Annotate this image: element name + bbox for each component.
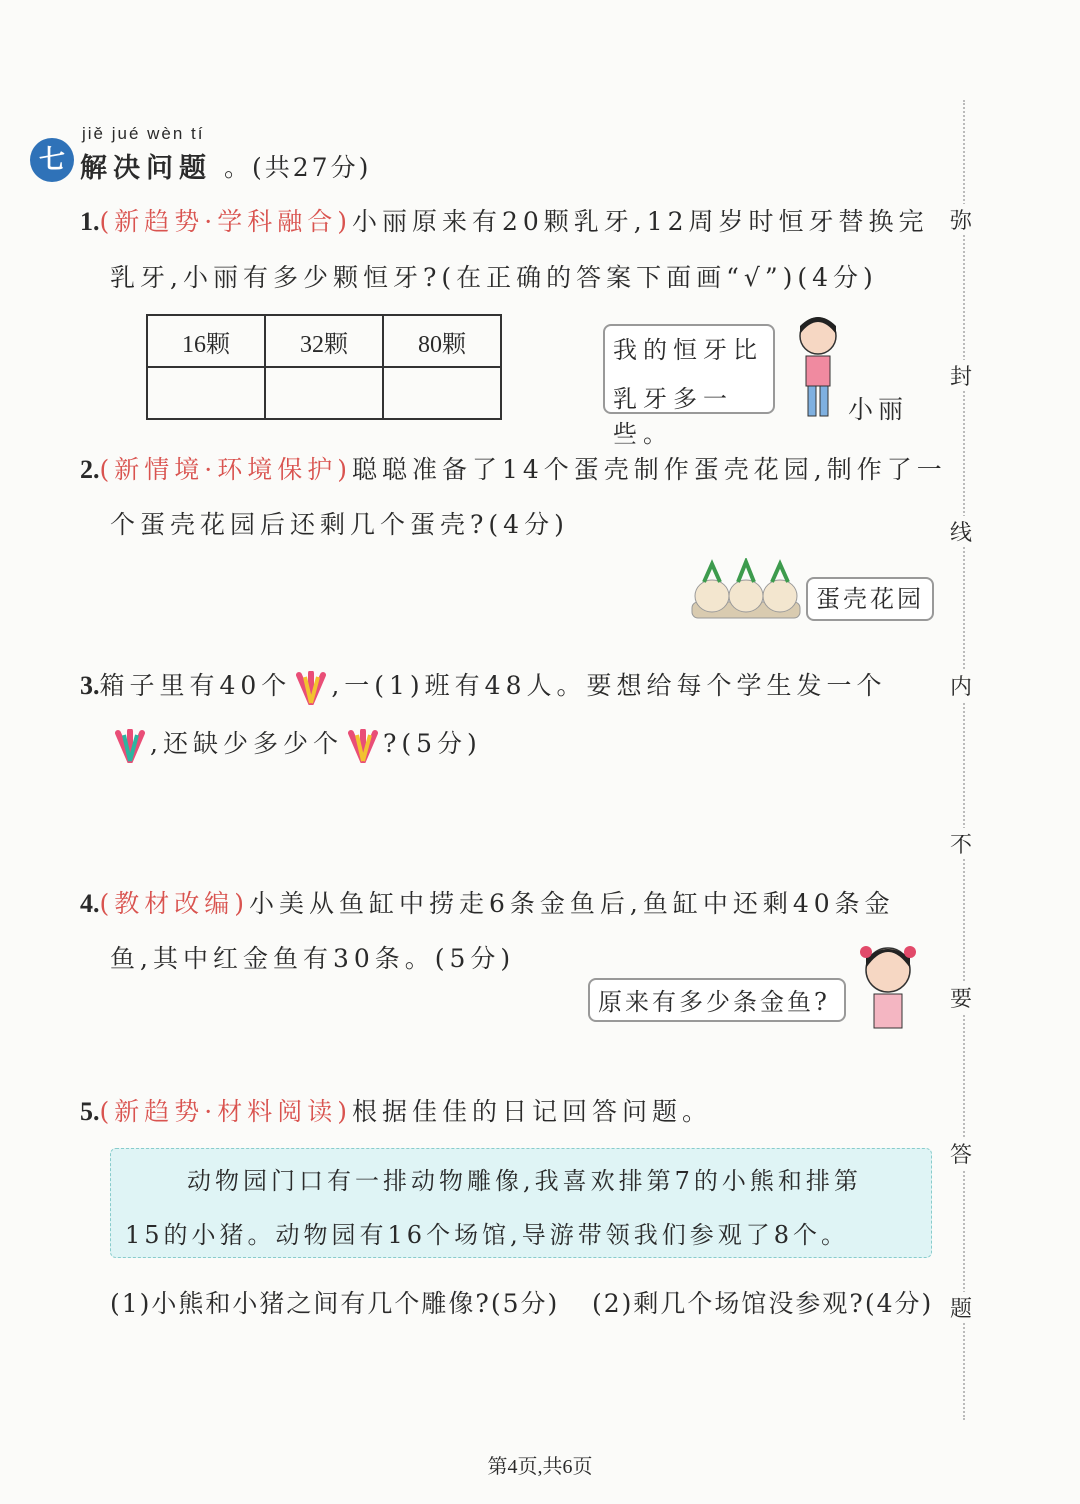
q1-text1: 小丽原来有20颗乳牙,12周岁时恒牙替换完: [351, 207, 929, 236]
q3-text2a: ,还缺少多少个: [150, 729, 343, 758]
seal-char: 内: [947, 670, 975, 701]
q1-name-label: 小丽: [848, 395, 909, 424]
q5-line1: [80, 1092, 712, 1128]
q5-number: 5.: [80, 1097, 100, 1126]
q3-line1: [80, 666, 887, 705]
q2-text1: 聪聪准备了14个蛋壳制作蛋壳花园,制作了一: [351, 455, 947, 484]
q1-tag: (新趋势·学科融合): [99, 207, 352, 236]
section-title: 解决问题: [80, 153, 212, 184]
diary-box: [110, 1148, 932, 1258]
feather-icon: [343, 729, 383, 763]
seal-char: 题: [947, 1292, 975, 1323]
q1-number: 1.: [80, 207, 100, 236]
seal-line: [963, 100, 965, 1420]
feather-icon: [110, 729, 150, 763]
q1-bubble-line1: 我的恒牙比: [613, 336, 763, 364]
q1-option-2: 32颗: [265, 315, 383, 367]
q4-line1: [80, 884, 895, 920]
q5-intro: 根据佳佳的日记回答问题。: [351, 1097, 712, 1126]
seal-char: 要: [947, 982, 975, 1013]
q3-text1a: 箱子里有40个: [99, 671, 292, 700]
q1-check-cell-3[interactable]: [383, 367, 501, 419]
q1-check-cell-1[interactable]: [147, 367, 265, 419]
q1-line2: 乳牙,小丽有多少颗恒牙?(在正确的答案下面画“√”)(4分): [110, 263, 878, 292]
q3-line2: [110, 724, 482, 763]
q2-number: 2.: [80, 455, 100, 484]
q1-option-3: 80颗: [383, 315, 501, 367]
q4-text1: 小美从鱼缸中捞走6条金鱼后,鱼缸中还剩40条金: [249, 889, 895, 918]
q3-text2b: ?(5分): [382, 729, 482, 758]
q1-line1: [80, 202, 929, 238]
q1-bubble-line2: 乳牙多一些。: [613, 385, 733, 448]
q4-line2: 鱼,其中红金鱼有30条。(5分): [110, 944, 516, 973]
seal-char: 封: [947, 360, 975, 391]
seal-char: 弥: [947, 204, 975, 235]
q5-tag: (新趋势·材料阅读): [99, 1097, 352, 1126]
q1-speech-bubble: [603, 324, 775, 448]
girl-xiaomei-illustration: [856, 942, 920, 1038]
section-score: 。(共27分): [224, 153, 372, 182]
q1-check-cell-2[interactable]: [265, 367, 383, 419]
q1-answer-table: [146, 314, 502, 420]
q2-tag: (新情境·环境保护): [99, 455, 352, 484]
q5-subquestion-2: (2)剩几个场馆没参观?(4分): [592, 1289, 934, 1318]
q4-speech-bubble: 原来有多少条金鱼?: [588, 978, 846, 1022]
q4-tag: (教材改编): [99, 889, 250, 918]
q3-text1b: ,一(1)班有48人。要想给每个学生发一个: [331, 671, 887, 700]
q5-subquestion-1: (1)小熊和小猪之间有几个雕像?(5分): [110, 1289, 560, 1318]
seal-char: 答: [947, 1138, 975, 1169]
section-pinyin: jiě jué wèn tí: [82, 124, 205, 143]
eggshell-garden-icon: [690, 558, 802, 622]
q4-number: 4.: [80, 889, 100, 918]
seal-char: 不: [947, 828, 975, 859]
q2-eggshell-label: 蛋壳花园: [806, 577, 934, 621]
q1-option-1: 16颗: [147, 315, 265, 367]
seal-char: 线: [947, 516, 975, 547]
page-footer: 第4页,共6页: [487, 1456, 593, 1478]
q2-line1: [80, 450, 947, 486]
section-badge: 七: [30, 138, 74, 182]
q3-number: 3.: [80, 671, 100, 700]
girl-xiaoli-illustration: [788, 314, 848, 422]
feather-icon: [291, 671, 331, 705]
q2-line2: 个蛋壳花园后还剩几个蛋壳?(4分): [110, 510, 569, 539]
diary-line1: 动物园门口有一排动物雕像,我喜欢排第7的小熊和排第: [187, 1167, 862, 1195]
diary-line2: 15的小猪。动物园有16个场馆,导游带领我们参观了8个。: [125, 1221, 849, 1249]
